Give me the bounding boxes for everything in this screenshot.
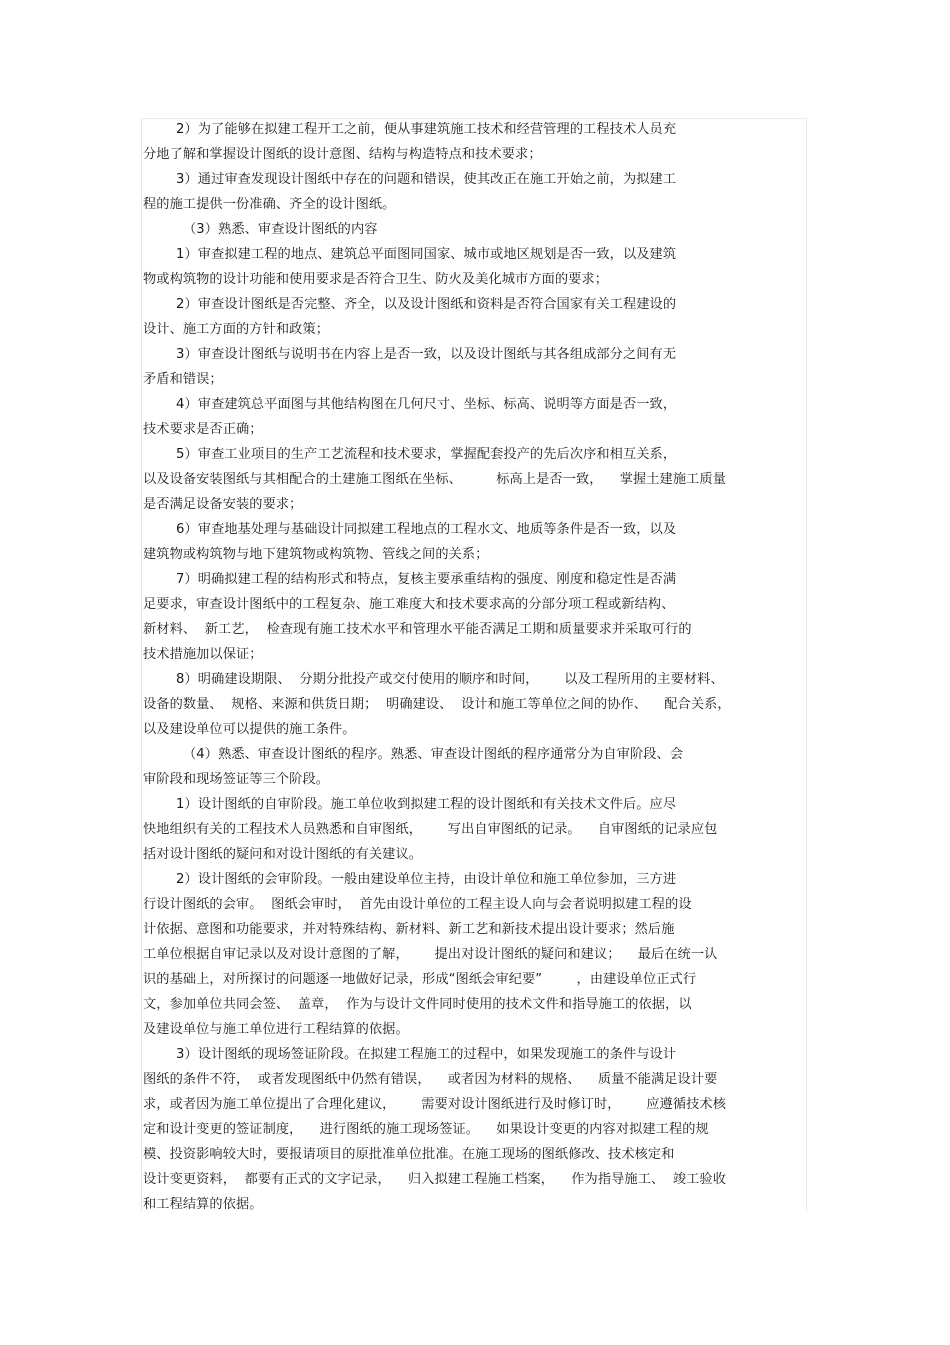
text-line: 7）明确拟建工程的结构形式和特点，复核主要承重结构的强度、刚度和稳定性是否满: [176, 572, 677, 587]
text-line: 足要求，审查设计图纸中的工程复杂、施工难度大和技术要求高的分部分项工程或新结构、: [143, 597, 675, 612]
text-line: 是否满足设备安装的要求；: [143, 497, 303, 512]
text-line: 设备的数量、 规格、来源和供货日期； 明确建设、 设计和施工等单位之间的协作、 配合关系，: [143, 697, 731, 712]
text-line: 求，或者因为施工单位提出了合理化建议， 需要对设计图纸进行及时修订时， 应遵循技术核: [143, 1097, 726, 1112]
text-line: 5）审查工业项目的生产工艺流程和技术要求，掌握配套投产的先后次序和相互关系，: [176, 447, 677, 462]
text-line: 和工程结算的依据。: [143, 1197, 263, 1212]
text-line: 分地了解和掌握设计图纸的设计意图、结构与构造特点和技术要求；: [143, 147, 542, 162]
text-line: 新材料、 新工艺， 检查现有施工技术水平和管理水平能否满足工期和质量要求并采取可行的: [143, 622, 692, 637]
text-line: 设计变更资料， 都要有正式的文字记录， 归入拟建工程施工档案， 作为指导施工、 竣工验收: [143, 1172, 726, 1187]
text-line: 快地组织有关的工程技术人员熟悉和自审图纸， 写出自审图纸的记录。 自审图纸的记录应包: [143, 822, 718, 837]
text-line: 审阶段和现场签证等三个阶段。: [143, 772, 330, 787]
text-line: 识的基础上，对所探讨的问题逐一地做好记录，形成“图纸会审纪要” ，由建设单位正式行: [143, 972, 697, 987]
text-line: 4）审查建筑总平面图与其他结构图在几何尺寸、坐标、标高、说明等方面是否一致，: [176, 397, 677, 412]
text-line: 文，参加单位共同会签、 盖章， 作为与设计文件同时使用的技术文件和指导施工的依据，以: [143, 997, 692, 1012]
text-line: 模、投资影响较大时，要报请项目的原批准单位批准。在施工现场的图纸修改、技术核定和: [143, 1147, 675, 1162]
text-line: 计依据、意图和功能要求，并对特殊结构、新材料、新工艺和新技术提出设计要求；然后施: [143, 922, 675, 937]
text-line: 1）审查拟建工程的地点、建筑总平面图同国家、城市或地区规划是否一致，以及建筑: [176, 247, 677, 262]
text-line: 工单位根据自审记录以及对设计意图的了解， 提出对设计图纸的疑问和建议； 最后在统一认: [143, 947, 718, 962]
text-line: 2）审查设计图纸是否完整、齐全，以及设计图纸和资料是否符合国家有关工程建设的: [176, 297, 677, 312]
text-line: （4）熟悉、审查设计图纸的程序。熟悉、审查设计图纸的程序通常分为自审阶段、会: [183, 747, 684, 762]
text-line: 6）审查地基处理与基础设计同拟建工程地点的工程水文、地质等条件是否一致，以及: [176, 522, 677, 537]
text-line: 3）设计图纸的现场签证阶段。在拟建工程施工的过程中，如果发现施工的条件与设计: [176, 1047, 677, 1062]
text-line: （3）熟悉、审查设计图纸的内容: [183, 222, 378, 237]
text-line: 物或构筑物的设计功能和使用要求是否符合卫生、防火及美化城市方面的要求；: [143, 272, 609, 287]
text-line: 1）设计图纸的自审阶段。施工单位收到拟建工程的设计图纸和有关技术文件后。应尽: [176, 797, 677, 812]
text-line: 括对设计图纸的疑问和对设计图纸的有关建议。: [143, 847, 423, 862]
text-line: 3）通过审查发现设计图纸中存在的问题和错误，使其改正在施工开始之前，为拟建工: [176, 172, 677, 187]
text-line: 图纸的条件不符， 或者发现图纸中仍然有错误， 或者因为材料的规格、 质量不能满足设计要: [143, 1072, 718, 1087]
text-line: 及建设单位与施工单位进行工程结算的依据。: [143, 1022, 409, 1037]
text-line: 8）明确建设期限、 分期分批投产或交付使用的顺序和时间， 以及工程所用的主要材料、: [176, 672, 724, 687]
text-line: 2）设计图纸的会审阶段。一般由建设单位主持，由设计单位和施工单位参加，三方进: [176, 872, 677, 887]
text-line: 技术要求是否正确；: [143, 422, 263, 437]
text-line: 定和设计变更的签证制度， 进行图纸的施工现场签证。 如果设计变更的内容对拟建工程的规: [143, 1122, 709, 1137]
text-line: 以及建设单位可以提供的施工条件。: [143, 722, 356, 737]
text-line: 行设计图纸的会审。 图纸会审时， 首先由设计单位的工程主设人向与会者说明拟建工程的设: [143, 897, 692, 912]
text-line: 程的施工提供一份准确、齐全的设计图纸。: [143, 197, 396, 212]
text-line: 以及设备安装图纸与其相配合的土建施工图纸在坐标、 标高上是否一致， 掌握土建施工质量: [143, 472, 726, 487]
text-line: 建筑物或构筑物与地下建筑物或构筑物、管线之间的关系；: [143, 547, 489, 562]
text-line: 2）为了能够在拟建工程开工之前，便从事建筑施工技术和经营管理的工程技术人员充: [176, 122, 677, 137]
text-line: 设计、施工方面的方针和政策；: [143, 322, 330, 337]
text-line: 3）审查设计图纸与说明书在内容上是否一致，以及设计图纸与其各组成部分之间有无: [176, 347, 677, 362]
text-line: 技术措施加以保证；: [143, 647, 263, 662]
text-line: 矛盾和错误；: [143, 372, 223, 387]
document-body: [143, 117, 803, 1217]
